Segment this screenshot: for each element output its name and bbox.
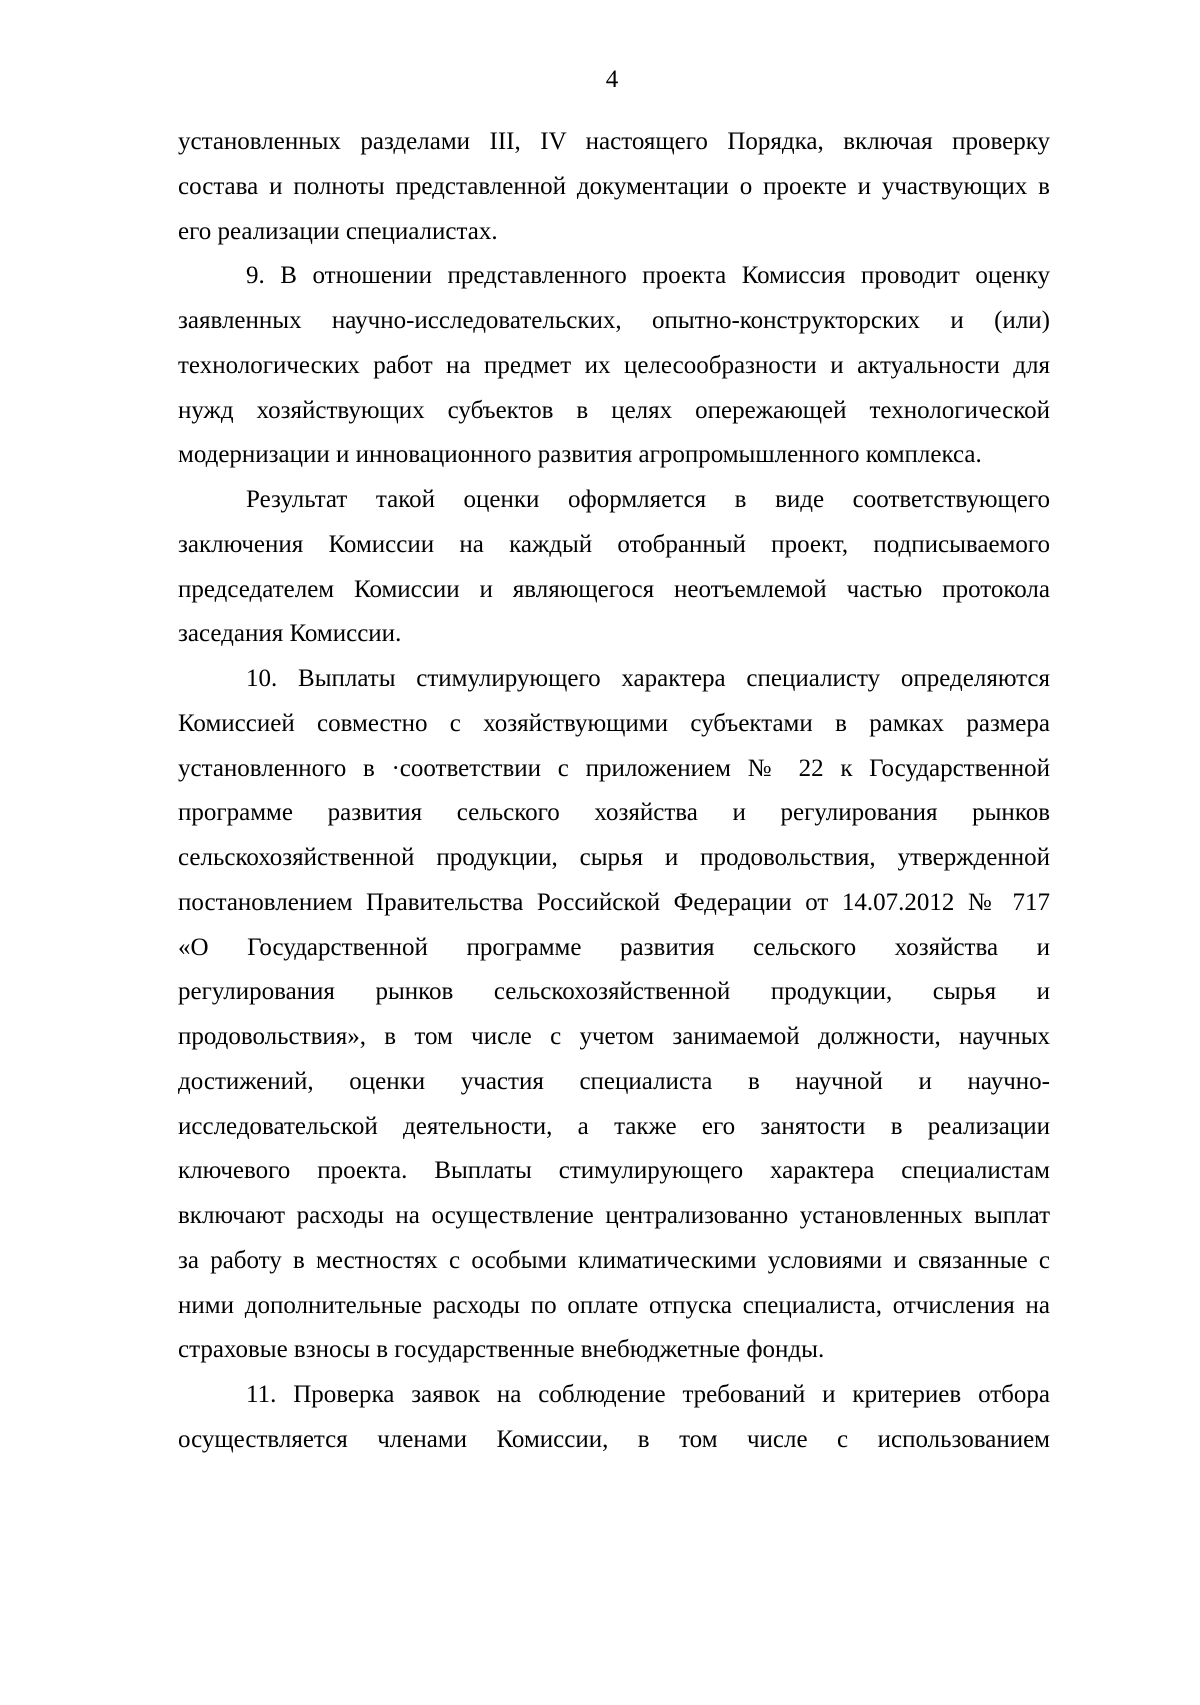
text-line: сельскохозяйственной продукции, сырья и продовольствия, утвержденной <box>178 844 1050 871</box>
document-body <box>178 120 1050 1463</box>
text-line: ключевого проекта. Выплаты стимулирующего характера специалистам <box>178 1157 1050 1185</box>
text-line: регулирования рынков сельскохозяйственной продукции, сырья и <box>178 978 1050 1006</box>
paragraph <box>178 1373 1050 1463</box>
text-line: председателем Комиссии и являющегося неотъемлемой частью протокола <box>178 575 1050 603</box>
text-line: заседания Комиссии. <box>178 620 402 648</box>
text-line: 10. Выплаты стимулирующего характера специалисту определяются <box>246 665 1050 692</box>
text-line: его реализации специалистах. <box>178 217 498 245</box>
text-line: страховые взносы в государственные внебюджетные фонды. <box>178 1336 825 1364</box>
text-line: установленного в ·соответствии с приложением № 22 к Государственной <box>178 754 1050 782</box>
text-line: 11. Проверка заявок на соблюдение требований и критериев отбора <box>246 1381 1050 1408</box>
paragraph <box>178 120 1050 254</box>
text-line: продовольствия», в том числе с учетом занимаемой должности, научных <box>178 1023 1050 1050</box>
text-line: ними дополнительные расходы по оплате отпуска специалиста, отчисления на <box>178 1291 1050 1319</box>
text-line: заявленных научно-исследовательских, опытно-конструкторских и (или) <box>178 307 1050 334</box>
text-line: технологических работ на предмет их целесообразности и актуальности для <box>178 351 1050 379</box>
paragraph <box>178 657 1050 1373</box>
text-line: установленных разделами III, IV настоящего Порядка, включая проверку <box>178 128 1050 155</box>
text-line: осуществляется членами Комиссии, в том числе с использованием <box>178 1425 1050 1453</box>
text-line: 9. В отношении представленного проекта Комиссия проводит оценку <box>246 262 1050 290</box>
paragraph <box>178 478 1050 657</box>
text-line: модернизации и инновационного развития агропромышленного комплекса. <box>178 441 982 469</box>
text-line: включают расходы на осуществление централизованно установленных выплат <box>178 1202 1050 1229</box>
text-line: нужд хозяйствующих субъектов в целях опережающей технологической <box>178 396 1050 424</box>
text-line: достижений, оценки участия специалиста в научной и научно- <box>178 1067 1050 1095</box>
text-line: Комиссией совместно с хозяйствующими субъектами в рамках размера <box>178 709 1050 737</box>
text-line: исследовательской деятельности, а также его занятости в реализации <box>178 1112 1050 1140</box>
text-line: Результат такой оценки оформляется в виде соответствующего <box>246 486 1050 513</box>
text-line: программе развития сельского хозяйства и регулирования рынков <box>178 799 1050 827</box>
text-line: постановлением Правительства Российской Федерации от 14.07.2012 № 717 <box>178 888 1050 916</box>
paragraph <box>178 254 1050 478</box>
text-line: «О Государственной программе развития сельского хозяйства и <box>178 933 1050 961</box>
page-number: 4 <box>605 66 619 93</box>
text-line: состава и полноты представленной документации о проекте и участвующих в <box>178 172 1050 200</box>
text-line: заключения Комиссии на каждый отобранный проект, подписываемого <box>178 530 1050 558</box>
text-line: за работу в местностях с особыми климатическими условиями и связанные с <box>178 1246 1050 1274</box>
